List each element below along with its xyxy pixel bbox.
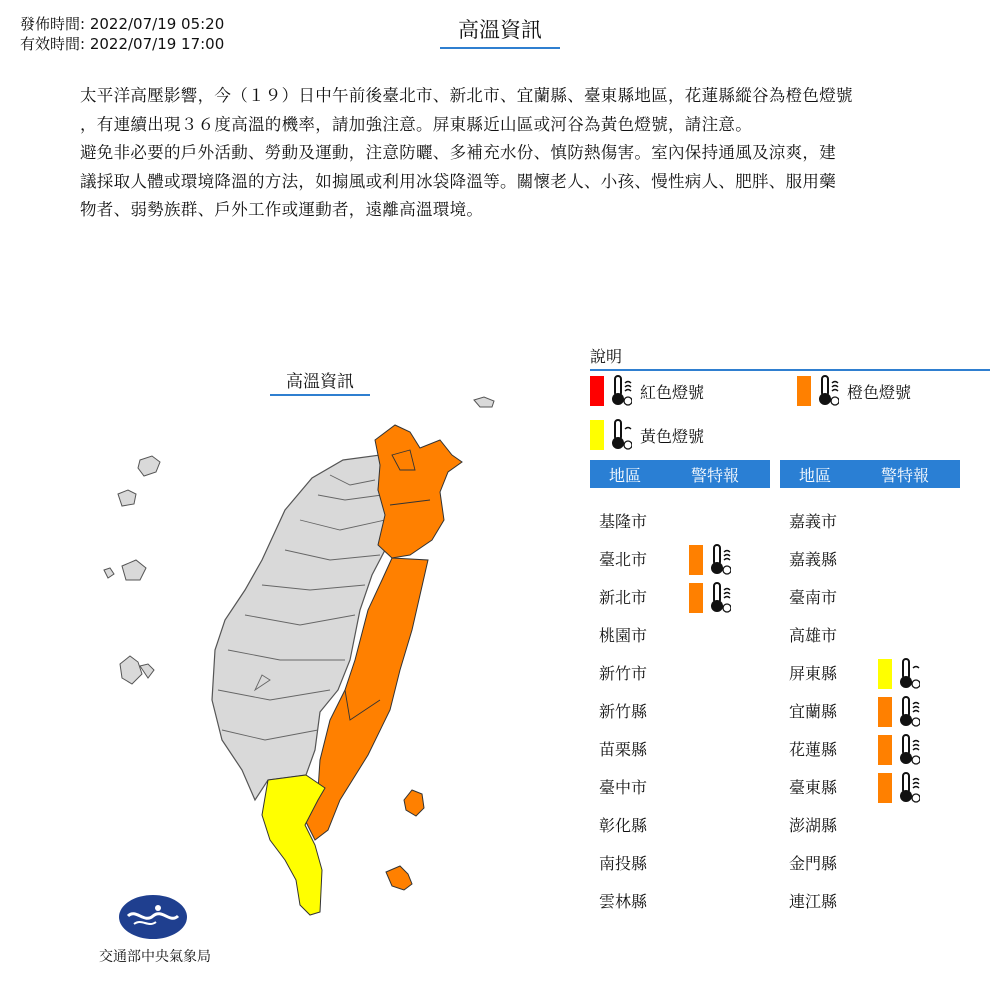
region-name: 新竹市 bbox=[599, 664, 648, 683]
thermometer-icon bbox=[898, 694, 920, 730]
issue-time: 發佈時間: 2022/07/19 05:20 bbox=[20, 15, 225, 33]
warning-swatch bbox=[689, 583, 703, 613]
legend-label-red: 紅色燈號 bbox=[640, 382, 705, 402]
cwb-logo bbox=[118, 894, 188, 940]
legend-swatch-red bbox=[590, 376, 604, 406]
warning-swatch bbox=[878, 659, 892, 689]
island-penghu-4 bbox=[140, 664, 154, 678]
region-name: 雲林縣 bbox=[599, 892, 648, 911]
warning-indicator-orange bbox=[689, 580, 731, 616]
region-name: 南投縣 bbox=[599, 854, 648, 873]
map-region-north-orange bbox=[375, 425, 462, 558]
region-name: 新北市 bbox=[599, 588, 648, 607]
legend-title: 說明 bbox=[590, 344, 990, 371]
warning-indicator-orange bbox=[689, 542, 731, 578]
region-name: 宜蘭縣 bbox=[789, 702, 838, 721]
region-name: 臺南市 bbox=[789, 588, 838, 607]
region-name: 臺中市 bbox=[599, 778, 648, 797]
table-header-right bbox=[780, 460, 960, 488]
region-name: 金門縣 bbox=[789, 854, 838, 873]
island-kinmen bbox=[138, 456, 160, 476]
legend-item-yellow bbox=[590, 417, 704, 453]
header-warning: 警特報 bbox=[880, 465, 929, 485]
island-penghu-3 bbox=[120, 656, 142, 684]
thermometer-icon bbox=[898, 770, 920, 806]
header-warning: 警特報 bbox=[690, 465, 739, 485]
island-green bbox=[404, 790, 424, 816]
warning-indicator-orange bbox=[878, 694, 920, 730]
taiwan-map bbox=[90, 390, 510, 930]
legend-swatch-orange bbox=[797, 376, 811, 406]
map-region-pingtung-yellow bbox=[262, 775, 325, 915]
region-name: 臺東縣 bbox=[789, 778, 838, 797]
legend-label-orange: 橙色燈號 bbox=[847, 382, 912, 402]
header-area: 地區 bbox=[798, 465, 831, 485]
legend-item-red bbox=[590, 373, 704, 409]
region-name: 苗栗縣 bbox=[599, 740, 648, 759]
warning-swatch bbox=[878, 773, 892, 803]
table-header-left bbox=[590, 460, 770, 488]
thermometer-icon bbox=[709, 542, 731, 578]
thermometer-icon bbox=[709, 580, 731, 616]
island-penghu-2 bbox=[104, 568, 114, 578]
legend-swatch-yellow bbox=[590, 420, 604, 450]
warning-indicator-orange bbox=[878, 732, 920, 768]
region-name: 高雄市 bbox=[789, 626, 838, 645]
region-name: 彰化縣 bbox=[599, 816, 648, 835]
region-name: 臺北市 bbox=[599, 550, 648, 569]
region-name: 澎湖縣 bbox=[789, 816, 838, 835]
island-kinmen-2 bbox=[118, 490, 136, 506]
map-title: 高溫資訊 bbox=[270, 367, 370, 396]
thermometer-icon bbox=[610, 373, 632, 409]
warning-swatch bbox=[878, 735, 892, 765]
island-matsu bbox=[474, 397, 494, 407]
island-penghu-1 bbox=[122, 560, 146, 580]
warning-swatch bbox=[878, 697, 892, 727]
legend-item-orange bbox=[797, 373, 911, 409]
description-text: 太平洋高壓影響，今（１９）日中午前後臺北市、新北市、宜蘭縣、臺東縣地區，花蓮縣縱谷為橙色燈號 ，有連續出現３６度高溫的機率，請加強注意。屏東縣近山區或河谷為黃色燈號，請注意。 避免非必要的戶外活動、勞動及運動，注意防曬、多補充水份、慎防熱傷害。室內保持通風及涼爽，建 議採取人體或環境降溫的方法，如搧風或利用冰袋降溫等。關懷老人、小孩、慢性病人、肥胖、服用藥 物者、弱勢族群、戶外工作或運動者，遠離高溫環境。 bbox=[80, 86, 853, 219]
thermometer-icon bbox=[817, 373, 839, 409]
region-name: 嘉義市 bbox=[789, 512, 838, 531]
header-area: 地區 bbox=[608, 465, 641, 485]
region-name: 屏東縣 bbox=[789, 664, 838, 683]
region-name: 新竹縣 bbox=[599, 702, 648, 721]
region-name: 嘉義縣 bbox=[789, 550, 838, 569]
legend-label-yellow: 黃色燈號 bbox=[640, 426, 705, 446]
region-name: 桃園市 bbox=[599, 626, 648, 645]
agency-name: 交通部中央氣象局 bbox=[99, 949, 211, 965]
page-title: 高溫資訊 bbox=[440, 14, 560, 49]
warning-indicator-orange bbox=[878, 770, 920, 806]
valid-time: 有效時間: 2022/07/19 17:00 bbox=[20, 35, 225, 53]
region-name: 基隆市 bbox=[599, 512, 648, 531]
thermometer-icon bbox=[898, 656, 920, 692]
warning-indicator-yellow bbox=[878, 656, 920, 692]
thermometer-icon bbox=[898, 732, 920, 768]
region-name: 花蓮縣 bbox=[789, 740, 838, 759]
warning-swatch bbox=[689, 545, 703, 575]
region-name: 連江縣 bbox=[789, 892, 838, 911]
thermometer-icon bbox=[610, 417, 632, 453]
island-orchid bbox=[386, 866, 412, 890]
